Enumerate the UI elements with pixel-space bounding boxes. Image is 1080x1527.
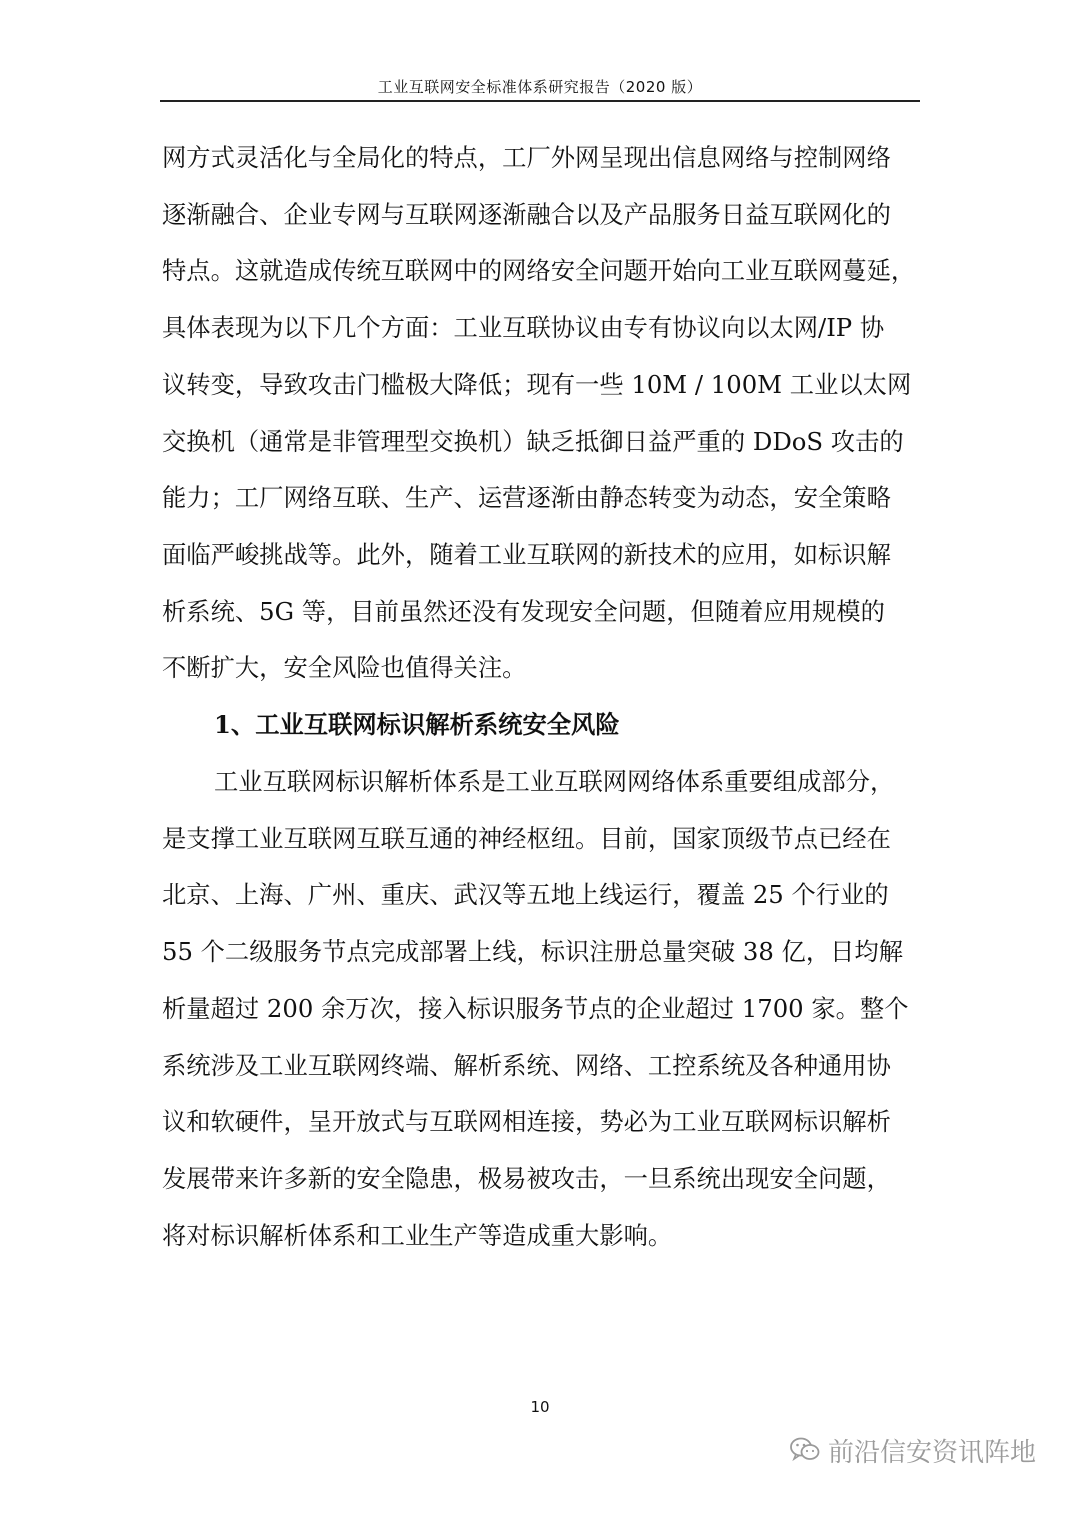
paragraph-line: 议转变，导致攻击门槛极大降低；现有一些 10M / 100M 工业以太网 [162,370,912,399]
paragraph-line: 网方式灵活化与全局化的特点，工厂外网呈现出信息网络与控制网络 [162,143,891,172]
paragraph-line: 工业互联网标识解析体系是工业互联网网络体系重要组成部分， [214,767,895,796]
paragraph-line: 交换机（通常是非管理型交换机）缺乏抵御日益严重的 DDoS 攻击的 [162,427,904,456]
paragraph-line: 将对标识解析体系和工业生产等造成重大影响。 [162,1221,673,1250]
watermark-text: 前沿信安资讯阵地 [828,1437,1037,1468]
paragraph-line: 北京、上海、广州、重庆、武汉等五地上线运行，覆盖 25 个行业的 [162,880,889,909]
paragraph-line: 发展带来许多新的安全隐患，极易被攻击，一旦系统出现安全问题， [162,1164,891,1193]
paragraph-line: 析系统、5G 等，目前虽然还没有发现安全问题，但随着应用规模的 [162,597,885,626]
paragraph-line: 不断扩大，安全风险也值得关注。 [162,653,527,682]
paragraph-line: 逐渐融合、企业专网与互联网逐渐融合以及产品服务日益互联网化的 [162,200,891,229]
wechat-icon [790,1437,820,1463]
section-heading: 1、工业互联网标识解析系统安全风险 [214,710,620,739]
paragraph-line: 面临严峻挑战等。此外，随着工业互联网的新技术的应用，如标识解 [162,540,891,569]
paragraph-line: 55 个二级服务节点完成部署上线，标识注册总量突破 38 亿，日均解 [162,937,904,966]
paragraph-line: 能力；工厂网络互联、生产、运营逐渐由静态转变为动态，安全策略 [162,483,891,512]
page-number: 10 [530,1398,550,1416]
paragraph-line: 系统涉及工业互联网终端、解析系统、网络、工控系统及各种通用协 [162,1051,891,1080]
header-rule [160,100,920,102]
paragraph-line: 是支撑工业互联网互联互通的神经枢纽。目前，国家顶级节点已经在 [162,824,891,853]
paragraph-line: 议和软硬件，呈开放式与互联网相连接，势必为工业互联网标识解析 [162,1107,891,1136]
running-header: 工业互联网安全标准体系研究报告（2020 版） [377,78,703,96]
paragraph-line: 特点。这就造成传统互联网中的网络安全问题开始向工业互联网蔓延， [162,256,916,285]
paragraph-line: 析量超过 200 余万次，接入标识服务节点的企业超过 1700 家。整个 [162,994,909,1023]
paragraph-line: 具体表现为以下几个方面：工业互联协议由专有协议向以太网/IP 协 [162,313,885,342]
watermark [790,1430,1060,1470]
